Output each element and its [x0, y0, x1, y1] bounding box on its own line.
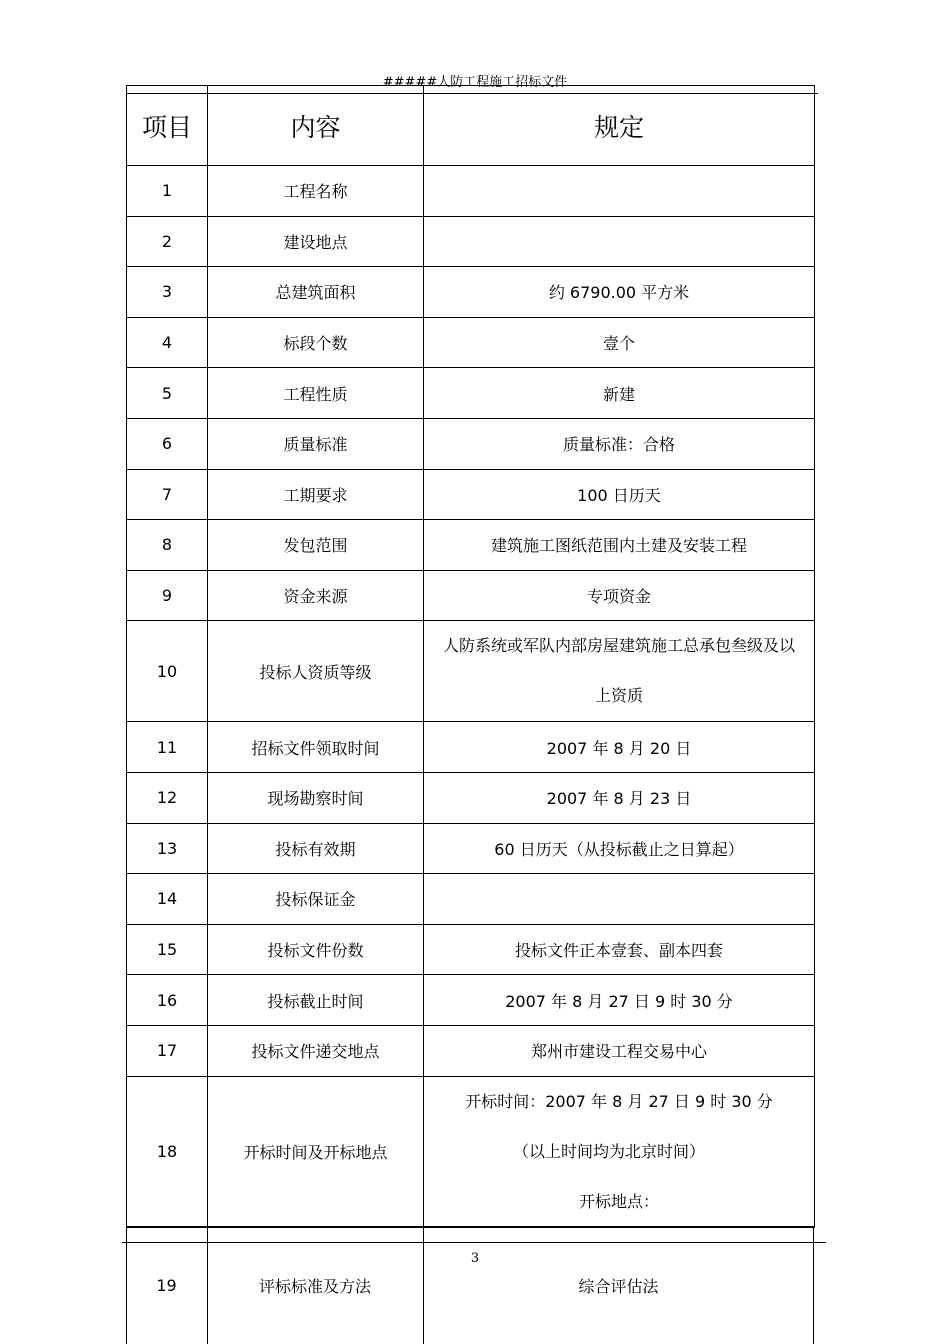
- row-value: 约 6790.00 平方米: [424, 267, 815, 318]
- row-number: 14: [127, 874, 208, 925]
- row-number: 5: [127, 368, 208, 419]
- row-item: 招标文件领取时间: [208, 722, 424, 773]
- row-value: 质量标准：合格: [424, 418, 815, 469]
- row-item: 投标保证金: [208, 874, 424, 925]
- row-item: 发包范围: [208, 520, 424, 571]
- row-number: 6: [127, 418, 208, 469]
- row-item: 投标人资质等级: [208, 621, 424, 722]
- row-number: 10: [127, 621, 208, 722]
- row-item: 质量标准: [208, 418, 424, 469]
- row-item: 投标有效期: [208, 823, 424, 874]
- row-number: 11: [127, 722, 208, 773]
- table-row: [127, 874, 815, 925]
- row-number: 1: [127, 166, 208, 217]
- row-number: 19: [156, 1275, 177, 1295]
- row-item: 开标时间及开标地点: [208, 1076, 424, 1227]
- row-value: [424, 1076, 815, 1227]
- row-item: 标段个数: [208, 317, 424, 368]
- row-number: 13: [127, 823, 208, 874]
- row-number: 8: [127, 520, 208, 571]
- row-number: 16: [127, 975, 208, 1026]
- row-value: [424, 216, 815, 267]
- row-value: 综合评估法: [578, 1276, 659, 1296]
- table-row: [127, 722, 815, 773]
- row-value: [424, 166, 815, 217]
- row-item: 现场勘察时间: [208, 772, 424, 823]
- row-value: 60 日历天（从投标截止之日算起）: [424, 823, 815, 874]
- table-row: [127, 975, 815, 1026]
- footer-rule: [122, 1242, 826, 1243]
- header-rule-text: 规定: [424, 86, 815, 166]
- row-item: 建设地点: [208, 216, 424, 267]
- row-value-line: 开标地点：: [578, 1191, 659, 1211]
- table-row: [127, 823, 815, 874]
- row-value: 郑州市建设工程交易中心: [424, 1025, 815, 1076]
- table-row: [127, 1025, 815, 1076]
- row-value-line: （以上时间均为北京时间）: [512, 1141, 705, 1161]
- row-value-line: 人防系统或军队内部房屋建筑施工总承包叁级及以: [442, 636, 795, 656]
- row-number: 9: [127, 570, 208, 621]
- row-value: [424, 874, 815, 925]
- row-value: 专项资金: [424, 570, 815, 621]
- table-row: [127, 469, 815, 520]
- row-number: 18: [127, 1076, 208, 1227]
- row-item: 总建筑面积: [208, 267, 424, 318]
- row-number: 15: [127, 924, 208, 975]
- table-row: [127, 520, 815, 571]
- row-value: 投标文件正本壹套、副本四套: [424, 924, 815, 975]
- row-number: 12: [127, 772, 208, 823]
- header-item-no: 项目: [127, 86, 208, 166]
- table-row: [127, 570, 815, 621]
- row-item: 工程名称: [208, 166, 424, 217]
- table-row: [127, 621, 815, 722]
- table-row-continued: [126, 1226, 814, 1344]
- row-item: 工期要求: [208, 469, 424, 520]
- row-value: 2007 年 8 月 27 日 9 时 30 分: [424, 975, 815, 1026]
- row-item: 投标文件份数: [208, 924, 424, 975]
- table-row: [127, 216, 815, 267]
- row-value-line: 上资质: [594, 686, 643, 706]
- row-value-line: 开标时间：2007 年 8 月 27 日 9 时 30 分: [465, 1091, 773, 1111]
- row-number: 17: [127, 1025, 208, 1076]
- table-header-row: [127, 86, 815, 166]
- row-item: 评标标准及方法: [258, 1276, 371, 1296]
- row-number: 2: [127, 216, 208, 267]
- row-item: 资金来源: [208, 570, 424, 621]
- table-row: [127, 368, 815, 419]
- page-number: 3: [470, 1251, 480, 1266]
- row-value: 2007 年 8 月 20 日: [424, 722, 815, 773]
- table-row: [127, 772, 815, 823]
- row-value: [424, 621, 815, 722]
- row-item: 工程性质: [208, 368, 424, 419]
- header-content: 内容: [208, 86, 424, 166]
- table-row: [127, 1076, 815, 1227]
- row-value: 100 日历天: [424, 469, 815, 520]
- row-number: 4: [127, 317, 208, 368]
- row-item: 投标文件递交地点: [208, 1025, 424, 1076]
- table-row: [127, 166, 815, 217]
- row-item: 投标截止时间: [208, 975, 424, 1026]
- row-number: 7: [127, 469, 208, 520]
- table-row: [127, 317, 815, 368]
- table-row: [127, 267, 815, 318]
- table-row: [127, 418, 815, 469]
- table-row: [127, 924, 815, 975]
- row-value: 建筑施工图纸范围内土建及安装工程: [424, 520, 815, 571]
- row-value: 壹个: [424, 317, 815, 368]
- bid-spec-table: [126, 85, 815, 1228]
- row-number: 3: [127, 267, 208, 318]
- row-value: 新建: [424, 368, 815, 419]
- page-header: #####人防工程施工招标文件: [382, 75, 568, 90]
- row-value: 2007 年 8 月 23 日: [424, 772, 815, 823]
